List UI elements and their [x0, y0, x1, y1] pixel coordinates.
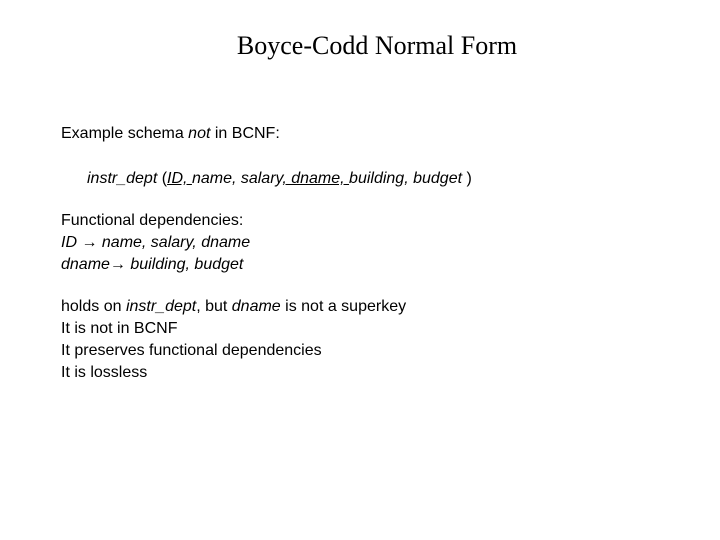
- note-line-2: It is not in BCNF: [61, 320, 178, 337]
- intro-suffix: in BCNF:: [210, 125, 280, 142]
- note-1-e: is not a superkey: [280, 298, 407, 315]
- schema-line: [87, 169, 472, 189]
- schema-close-paren: ): [462, 170, 472, 187]
- fd-line-1: ID → name, salary, dname: [61, 234, 251, 251]
- schema-attr-id: ID,: [167, 170, 192, 187]
- note-line-4: It is lossless: [61, 364, 148, 381]
- intro-emphasis: not: [188, 125, 211, 142]
- note-line-1: [61, 297, 406, 317]
- slide-title: Boyce-Codd Normal Form: [236, 31, 518, 60]
- schema-attr-dname: , dname,: [282, 170, 350, 187]
- note-1-a: holds on: [61, 298, 126, 315]
- note-1-attr: dname: [231, 298, 281, 315]
- schema-attr-name-salary: name, salary: [191, 170, 283, 187]
- fd-heading: Functional dependencies:: [61, 212, 244, 229]
- intro-line: [61, 124, 280, 144]
- intro-prefix: Example schema: [61, 125, 189, 142]
- note-line-3: It preserves functional dependencies: [61, 342, 322, 359]
- fd-line-2: dname→ building, budget: [61, 256, 244, 273]
- schema-relation: instr_dept: [87, 170, 158, 187]
- schema-attr-building-budget: building, budget: [349, 170, 463, 187]
- note-1-relation: instr_dept: [125, 298, 197, 315]
- note-1-c: , but: [196, 298, 232, 315]
- schema-open-paren: (: [157, 170, 168, 187]
